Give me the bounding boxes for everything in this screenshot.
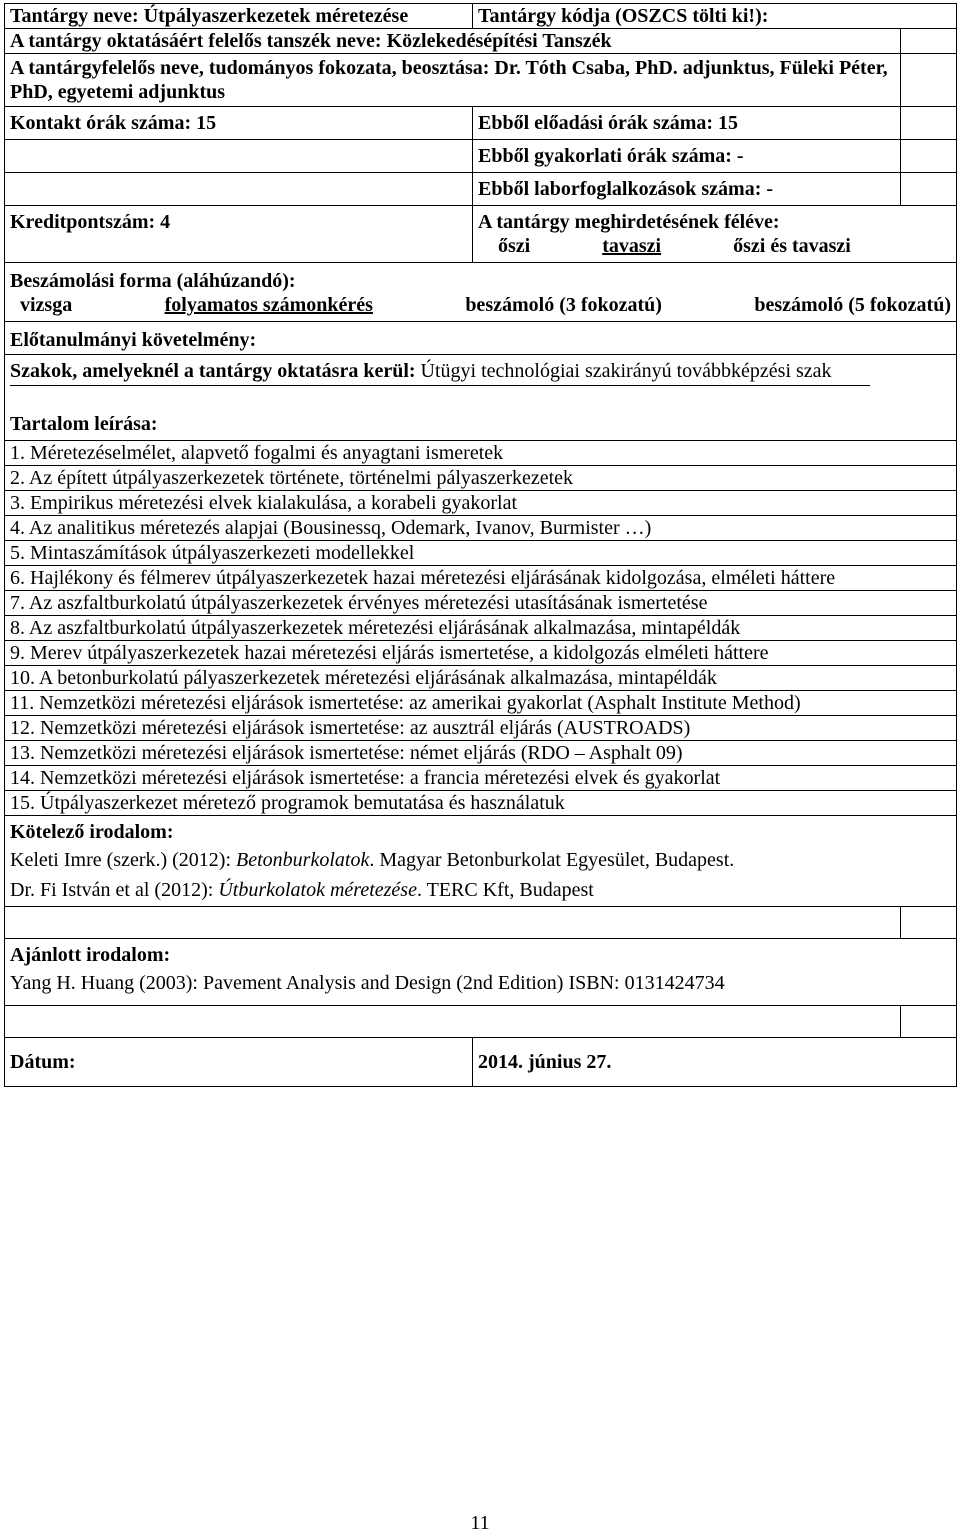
empty-cell bbox=[5, 1006, 901, 1038]
recommended-ref-1: Yang H. Huang (2003): Pavement Analysis and Design (2nd Edition) ISBN: 0131424734 bbox=[10, 972, 725, 994]
ref-authors: Dr. Fi István et al (2012): bbox=[10, 879, 219, 901]
required-literature-cell bbox=[5, 816, 957, 907]
semester-option-spring: tavaszi bbox=[602, 235, 662, 257]
credits-row bbox=[5, 206, 957, 263]
programs-text bbox=[10, 359, 870, 386]
content-item bbox=[5, 441, 957, 466]
lab-hours-row bbox=[5, 173, 957, 206]
content-item-text: 6. Hajlékony és félmerev útpályaszerkezetek hazai méretezési eljárásának kidolgozása, elméleti háttere bbox=[5, 566, 957, 591]
credits: Kreditpontszám: 4 bbox=[5, 206, 473, 263]
empty-cell bbox=[901, 54, 957, 107]
date-value: 2014. június 27. bbox=[473, 1038, 957, 1087]
empty-cell bbox=[901, 107, 957, 140]
content-item bbox=[5, 641, 957, 666]
content-item bbox=[5, 716, 957, 741]
required-literature-row bbox=[5, 816, 957, 907]
semester-label: A tantárgy meghirdetésének féléve: bbox=[478, 211, 780, 233]
page-number: 11 bbox=[470, 1512, 490, 1534]
empty-cell bbox=[5, 140, 473, 173]
contact-hours: Kontakt órák száma: 15 bbox=[5, 107, 473, 140]
content-item-text: 10. A betonburkolatú pályaszerkezetek méretezési eljárásának alkalmazása, mintapéldák bbox=[5, 666, 957, 691]
content-item-text: 14. Nemzetközi méretezési eljárások ismertetése: a francia méretezési elvek és gyakorlat bbox=[5, 766, 957, 791]
course-description-form bbox=[4, 3, 956, 1087]
content-item bbox=[5, 516, 957, 541]
content-item bbox=[5, 741, 957, 766]
empty-cell bbox=[901, 907, 957, 939]
content-item bbox=[5, 591, 957, 616]
date-label: Dátum: bbox=[5, 1038, 473, 1087]
lab-hours: Ebből laborfoglalkozások száma: - bbox=[473, 173, 901, 206]
content-item bbox=[5, 666, 957, 691]
programs-cell bbox=[5, 355, 957, 441]
content-item-text: 12. Nemzetközi méretezési eljárások ismertetése: az ausztrál eljárás (AUSTROADS) bbox=[5, 716, 957, 741]
content-item-text: 11. Nemzetközi méretezési eljárások ismertetése: az amerikai gyakorlat (Asphalt Institute Method) bbox=[5, 691, 957, 716]
ref-publisher: . TERC Kft, Budapest bbox=[416, 879, 594, 901]
content-item-text: 3. Empirikus méretezési elvek kialakulása, a korabeli gyakorlat bbox=[5, 491, 957, 516]
recommended-literature-label: Ajánlott irodalom: bbox=[10, 944, 171, 966]
department-row bbox=[5, 29, 957, 54]
content-item-text: 9. Merev útpályaszerkezetek hazai méretezési eljárás ismertetése, a kidolgozás elméleti háttere bbox=[5, 641, 957, 666]
ref-title: Útburkolatok méretezése bbox=[218, 879, 417, 901]
semester-option-both: őszi és tavaszi bbox=[733, 235, 851, 257]
content-item bbox=[5, 766, 957, 791]
semester-cell bbox=[473, 206, 957, 263]
content-item bbox=[5, 566, 957, 591]
content-item bbox=[5, 691, 957, 716]
recommended-literature-row bbox=[5, 939, 957, 1006]
content-item bbox=[5, 491, 957, 516]
assessment-label: Beszámolási forma (aláhúzandó): bbox=[10, 270, 296, 292]
empty-cell bbox=[5, 173, 473, 206]
content-item-text: 1. Méretezéselmélet, alapvető fogalmi és anyagtani ismeretek bbox=[5, 441, 957, 466]
assessment-options bbox=[10, 293, 951, 317]
semester-options bbox=[478, 234, 951, 258]
contact-hours-row bbox=[5, 107, 957, 140]
assessment-option-3grade: beszámoló (3 fokozatú) bbox=[465, 294, 662, 316]
required-ref-1 bbox=[10, 848, 951, 872]
content-item-text: 13. Nemzetközi méretezési eljárások ismertetése: német eljárás (RDO – Asphalt 09) bbox=[5, 741, 957, 766]
content-item bbox=[5, 791, 957, 816]
content-item-text: 2. Az épített útpályaszerkezetek története, történelmi pályaszerkezetek bbox=[5, 466, 957, 491]
subject-row bbox=[5, 4, 957, 29]
content-label: Tartalom leírása: bbox=[10, 413, 158, 435]
content-item-text: 15. Útpályaszerkezet méretező programok bemutatása és használatuk bbox=[5, 791, 957, 816]
programs-spacer bbox=[10, 386, 951, 412]
subject-name: Tantárgy neve: Útpályaszerkezetek méretezése bbox=[5, 4, 473, 29]
content-item-text: 5. Mintaszámítások útpályaszerkezeti modellekkel bbox=[5, 541, 957, 566]
responsible: A tantárgyfelelős neve, tudományos fokozata, beosztása: Dr. Tóth Csaba, PhD. adjunktus, Füleki Péter, PhD, egyetemi adjunktus bbox=[5, 54, 901, 107]
content-item bbox=[5, 541, 957, 566]
ref-title: Betonburkolatok bbox=[236, 849, 370, 871]
assessment-row bbox=[5, 263, 957, 322]
recommended-literature-cell bbox=[5, 939, 957, 1006]
empty-cell bbox=[901, 173, 957, 206]
content-item-text: 4. Az analitikus méretezés alapjai (Bousinessq, Odemark, Ivanov, Burmister …) bbox=[5, 516, 957, 541]
empty-cell bbox=[901, 1006, 957, 1038]
programs-value: Útügyi technológiai szakirányú továbbképzési szak bbox=[420, 360, 832, 382]
form-table bbox=[4, 3, 957, 1087]
semester-option-autumn: őszi bbox=[498, 235, 531, 257]
prerequisites: Előtanulmányi követelmény: bbox=[5, 322, 957, 355]
practice-hours: Ebből gyakorlati órák száma: - bbox=[473, 140, 901, 173]
subject-code: Tantárgy kódja (OSZCS tölti ki!): bbox=[473, 4, 957, 29]
empty-cell bbox=[901, 140, 957, 173]
content-item-text: 7. Az aszfaltburkolatú útpályaszerkezetek érvényes méretezési utasításának ismertetése bbox=[5, 591, 957, 616]
required-ref-2 bbox=[10, 878, 951, 902]
programs-row bbox=[5, 355, 957, 441]
required-literature-label: Kötelező irodalom: bbox=[10, 821, 174, 843]
content-item-text: 8. Az aszfaltburkolatú útpályaszerkezetek méretezési eljárásának alkalmazása, mintapéldák bbox=[5, 616, 957, 641]
empty-cell bbox=[5, 907, 901, 939]
content-item bbox=[5, 466, 957, 491]
department: A tantárgy oktatásáért felelős tanszék neve: Közlekedésépítési Tanszék bbox=[5, 29, 901, 54]
assessment-option-5grade: beszámoló (5 fokozatú) bbox=[754, 294, 951, 316]
assessment-option-exam: vizsga bbox=[20, 294, 73, 316]
programs-label: Szakok, amelyeknél a tantárgy oktatásra kerül: bbox=[10, 360, 416, 382]
responsible-row bbox=[5, 54, 957, 107]
content-item bbox=[5, 616, 957, 641]
assessment-cell bbox=[5, 263, 957, 322]
practice-hours-row bbox=[5, 140, 957, 173]
assessment-option-continuous: folyamatos számonkérés bbox=[164, 294, 373, 316]
empty-cell bbox=[901, 29, 957, 54]
prerequisites-row bbox=[5, 322, 957, 355]
ref-authors: Keleti Imre (szerk.) (2012): bbox=[10, 849, 237, 871]
lecture-hours: Ebből előadási órák száma: 15 bbox=[473, 107, 901, 140]
empty-row bbox=[5, 907, 957, 939]
ref-publisher: . Magyar Betonburkolat Egyesület, Budapest. bbox=[369, 849, 735, 871]
empty-row bbox=[5, 1006, 957, 1038]
date-row bbox=[5, 1038, 957, 1087]
